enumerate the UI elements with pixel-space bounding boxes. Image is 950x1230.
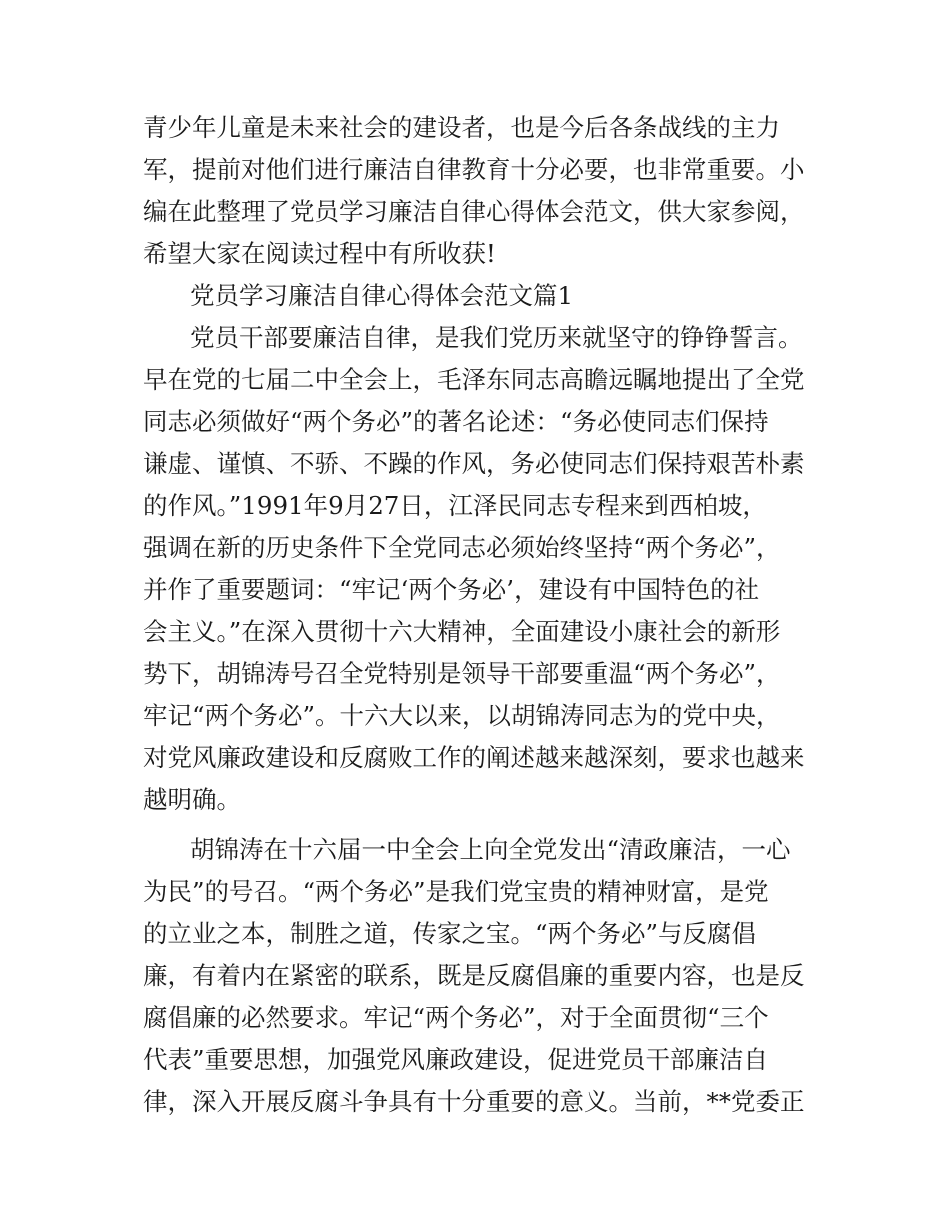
paragraph-gap <box>143 821 823 829</box>
paragraph-line: 为民”的号召。“两个务必”是我们党宝贵的精神财富，是党 <box>143 877 769 906</box>
paragraph-line: 的立业之本，制胜之道，传家之宝。“两个务必”与反腐倡 <box>143 919 757 948</box>
paragraph-line: 谦虚、谨慎、不骄、不躁的作风，务必使同志们保持艰苦朴素 <box>143 449 805 478</box>
paragraph-line: 势下，胡锦涛号召全党特别是领导干部要重温“两个务必”， <box>143 659 781 688</box>
paragraph-line: 腐倡廉的必然要求。牢记“两个务必”，对于全面贯彻“三个 <box>143 1003 769 1032</box>
paragraph-line: 对党风廉政建设和反腐败工作的阐述越来越深刻，要求也越来 <box>143 743 805 772</box>
paragraph-line: 廉，有着内在紧密的联系，既是反腐倡廉的重要内容，也是反 <box>143 961 805 990</box>
paragraph-line: 会主义。”在深入贯彻十六大精神，全面建设小康社会的新形 <box>143 617 781 646</box>
section-title: 党员学习廉洁自律心得体会范文篇1 <box>190 281 574 310</box>
paragraph-line: 强调在新的历史条件下全党同志必须始终坚持“两个务必”， <box>143 533 781 562</box>
intro-line: 编在此整理了党员学习廉洁自律心得体会范文，供大家参阅， <box>143 197 805 226</box>
intro-line: 青少年儿童是未来社会的建设者，也是今后各条战线的主力 <box>143 113 780 142</box>
paragraph-line: 胡锦涛在十六届一中全会上向全党发出“清政廉洁，一心 <box>190 835 791 864</box>
document-body <box>143 107 823 1123</box>
paragraph-line: 代表”重要思想，加强党风廉政建设，促进党员干部廉洁自 <box>143 1045 769 1074</box>
paragraph-line: 律，深入开展反腐斗争具有十分重要的意义。当前，**党委正 <box>143 1087 805 1116</box>
paragraph-line: 党员干部要廉洁自律，是我们党历来就坚守的铮铮誓言。 <box>190 323 803 352</box>
intro-line: 希望大家在阅读过程中有所收获! <box>143 239 496 268</box>
paragraph-line: 的作风。”1991年9月27日，江泽民同志专程来到西柏坡， <box>143 491 767 520</box>
paragraph-line: 越明确。 <box>143 785 241 814</box>
intro-line: 军，提前对他们进行廉洁自律教育十分必要，也非常重要。小 <box>143 155 805 184</box>
paragraph-line: 并作了重要题词：“牢记‘两个务必’，建设有中国特色的社 <box>143 575 760 604</box>
paragraph-line: 早在党的七届二中全会上，毛泽东同志高瞻远瞩地提出了全党 <box>143 365 805 394</box>
paragraph-line: 牢记“两个务必”。十六大以来，以胡锦涛同志为的党中央， <box>143 701 781 730</box>
paragraph-line: 同志必须做好“两个务必”的著名论述：“务必使同志们保持 <box>143 407 769 436</box>
